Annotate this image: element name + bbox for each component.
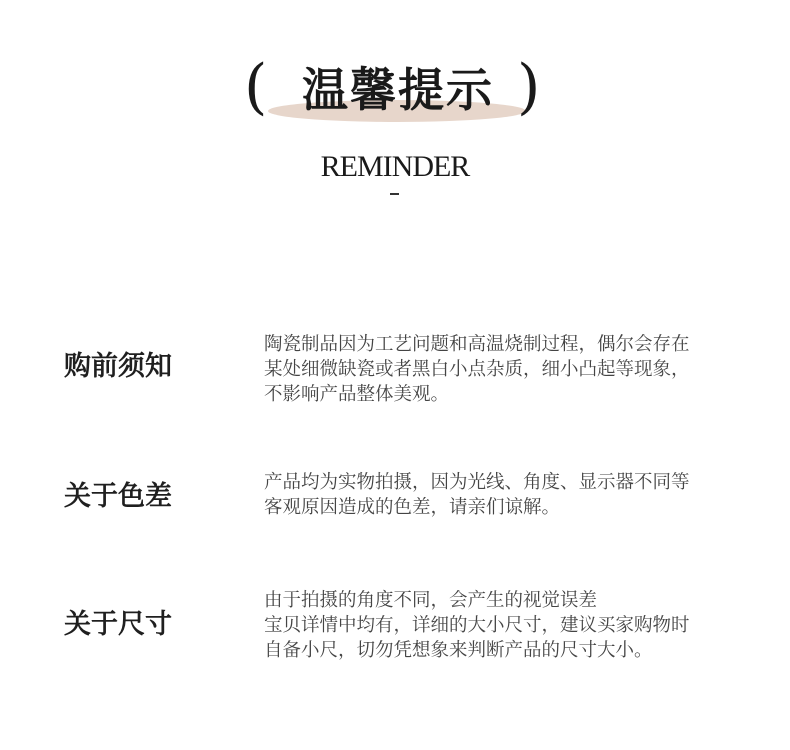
section-body: [264, 470, 764, 520]
subtitle-divider: [390, 193, 399, 195]
section-color-difference: [0, 468, 790, 538]
section-heading: 购前须知: [64, 351, 172, 382]
body-line: 自备小尺，切勿凭想象来判断产品的尺寸大小。: [264, 640, 653, 661]
section-body: [264, 588, 764, 663]
body-line: 某处细微缺瓷或者黑白小点杂质，细小凸起等现象，: [264, 359, 690, 380]
section-heading: 关于色差: [64, 481, 172, 512]
reminder-header: [0, 0, 790, 210]
left-parenthesis: (: [244, 52, 268, 122]
section-size: [0, 588, 790, 678]
body-line: 客观原因造成的色差，请亲们谅解。: [264, 497, 561, 518]
body-line: 由于拍摄的角度不同，会产生的视觉误差: [264, 590, 598, 611]
body-line: 产品均为实物拍摄，因为光线、角度、显示器不同等: [264, 472, 690, 493]
section-heading: 关于尺寸: [64, 609, 172, 640]
page-title: 温馨提示: [302, 63, 494, 117]
section-body: [264, 332, 764, 407]
body-line: 陶瓷制品因为工艺问题和高温烧制过程，偶尔会存在: [264, 334, 690, 355]
body-line: 宝贝详情中均有，详细的大小尺寸，建议买家购物时: [264, 615, 690, 636]
right-parenthesis: ): [517, 52, 541, 122]
page-subtitle: REMINDER: [320, 150, 470, 183]
body-line: 不影响产品整体美观。: [264, 384, 450, 405]
section-purchase-notice: [0, 330, 790, 420]
